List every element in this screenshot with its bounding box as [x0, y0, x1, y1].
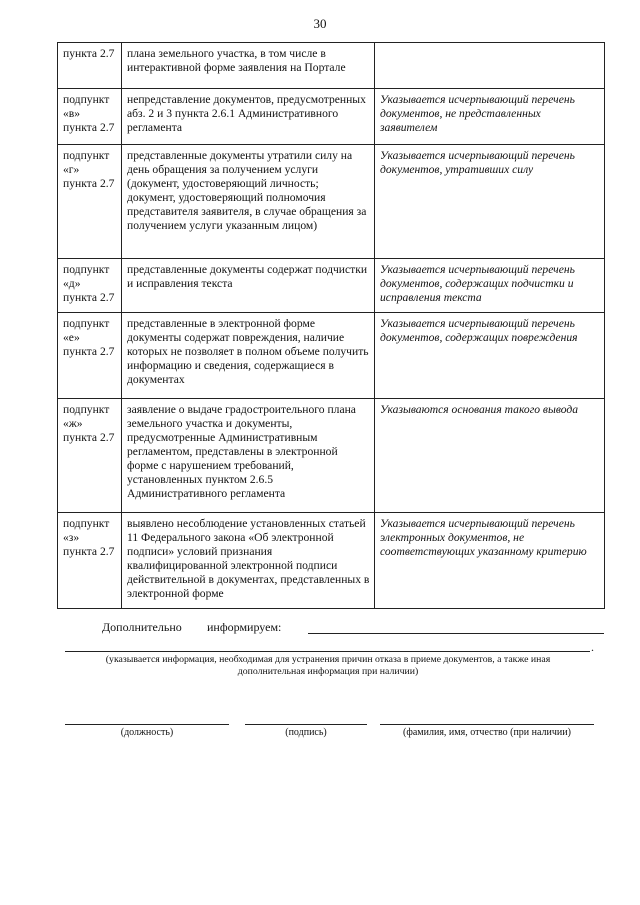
clause-reference — [58, 399, 122, 513]
table-row — [58, 43, 605, 89]
additional-info-end-mark: . — [591, 640, 594, 654]
clause-line: «г» — [63, 163, 80, 176]
refusal-reason: плана земельного участка, в том числе в интерактивной форме заявления на Портале — [122, 43, 375, 89]
clause-line: подпункт — [63, 403, 110, 416]
explanation-note: Указывается исчерпывающий перечень электронных документов, не соответствующих указанному критерию — [375, 513, 605, 609]
clause-line: пункта 2.7 — [63, 345, 115, 358]
explanation-note: Указывается исчерпывающий перечень документов, содержащих повреждения — [375, 313, 605, 399]
table-row — [58, 89, 605, 145]
clause-line: подпункт — [63, 263, 110, 276]
table-row — [58, 399, 605, 513]
clause-line: «ж» — [63, 417, 83, 430]
signature-line — [245, 724, 367, 725]
page-number: 30 — [313, 16, 327, 31]
additional-label-1: Дополнительно — [102, 620, 182, 634]
refusal-reason: представленные документы утратили силу на день обращения за получением услуги (документ, удостоверяющий личность; документ, удостоверяющий полномочия представителя заявителя, в случае обращения за получением услуги указанным лицом) — [122, 145, 375, 259]
clause-reference — [58, 43, 122, 89]
additional-info-caption: (указывается информация, необходимая для устранения причин отказа в приеме документов, а также иная дополнительная информация при наличии) — [105, 654, 551, 677]
clause-line: пункта 2.7 — [63, 291, 115, 304]
clause-line: подпункт — [63, 317, 110, 330]
clause-line: пункта 2.7 — [63, 121, 115, 134]
table-row — [58, 513, 605, 609]
refusal-reason: представленные в электронной форме документы содержат повреждения, наличие которых не позволяет в полном объеме получить информацию и сведения, содержащиеся в документах — [122, 313, 375, 399]
refusal-reason: заявление о выдаче градостроительного плана земельного участка и документы, предусмотренные Административным регламентом, представлены в электронной форме с нарушением требований, установленных пунктом 2.6.5 Административного регламента — [122, 399, 375, 513]
explanation-note: Указываются основания такого вывода — [375, 399, 605, 513]
refusal-reason: представленные документы содержат подчистки и исправления текста — [122, 259, 375, 313]
table-row — [58, 145, 605, 259]
full-name-caption: (фамилия, имя, отчество (при наличии) — [403, 727, 571, 738]
clause-line: пункта 2.7 — [63, 431, 115, 444]
clause-line: пункта 2.7 — [63, 545, 115, 558]
clause-reference — [58, 89, 122, 145]
clause-reference — [58, 259, 122, 313]
refusal-reasons-table — [57, 42, 605, 609]
explanation-note — [375, 43, 605, 89]
clause-line: пункта 2.7 — [63, 47, 115, 60]
explanation-note: Указывается исчерпывающий перечень документов, содержащих подчистки и исправления текста — [375, 259, 605, 313]
position-line — [65, 724, 229, 725]
clause-line: подпункт — [63, 93, 110, 106]
refusal-reason: выявлено несоблюдение установленных статьей 11 Федерального закона «Об электронной подписи» условий признания квалифицированной электронной подписи действительной в документах, представленных в электронной форме — [122, 513, 375, 609]
clause-line: «е» — [63, 331, 80, 344]
clause-line: «з» — [63, 531, 80, 544]
table-row — [58, 313, 605, 399]
clause-reference — [58, 513, 122, 609]
explanation-note: Указывается исчерпывающий перечень документов, не представленных заявителем — [375, 89, 605, 145]
clause-line: «д» — [63, 277, 81, 290]
table-row — [58, 259, 605, 313]
clause-line: подпункт — [63, 149, 110, 162]
position-caption: (должность) — [120, 727, 174, 738]
clause-line: подпункт — [63, 517, 110, 530]
clause-reference — [58, 145, 122, 259]
additional-info-line-1 — [308, 633, 604, 634]
explanation-note: Указывается исчерпывающий перечень документов, утративших силу — [375, 145, 605, 259]
clause-line: пункта 2.7 — [63, 177, 115, 190]
signature-caption: (подпись) — [285, 727, 327, 738]
clause-reference — [58, 313, 122, 399]
refusal-reason: непредставление документов, предусмотренных абз. 2 и 3 пункта 2.6.1 Административного регламента — [122, 89, 375, 145]
additional-info-line-2 — [65, 651, 590, 652]
additional-label-2: информируем: — [207, 620, 282, 634]
full-name-line — [380, 724, 594, 725]
clause-line: «в» — [63, 107, 81, 120]
